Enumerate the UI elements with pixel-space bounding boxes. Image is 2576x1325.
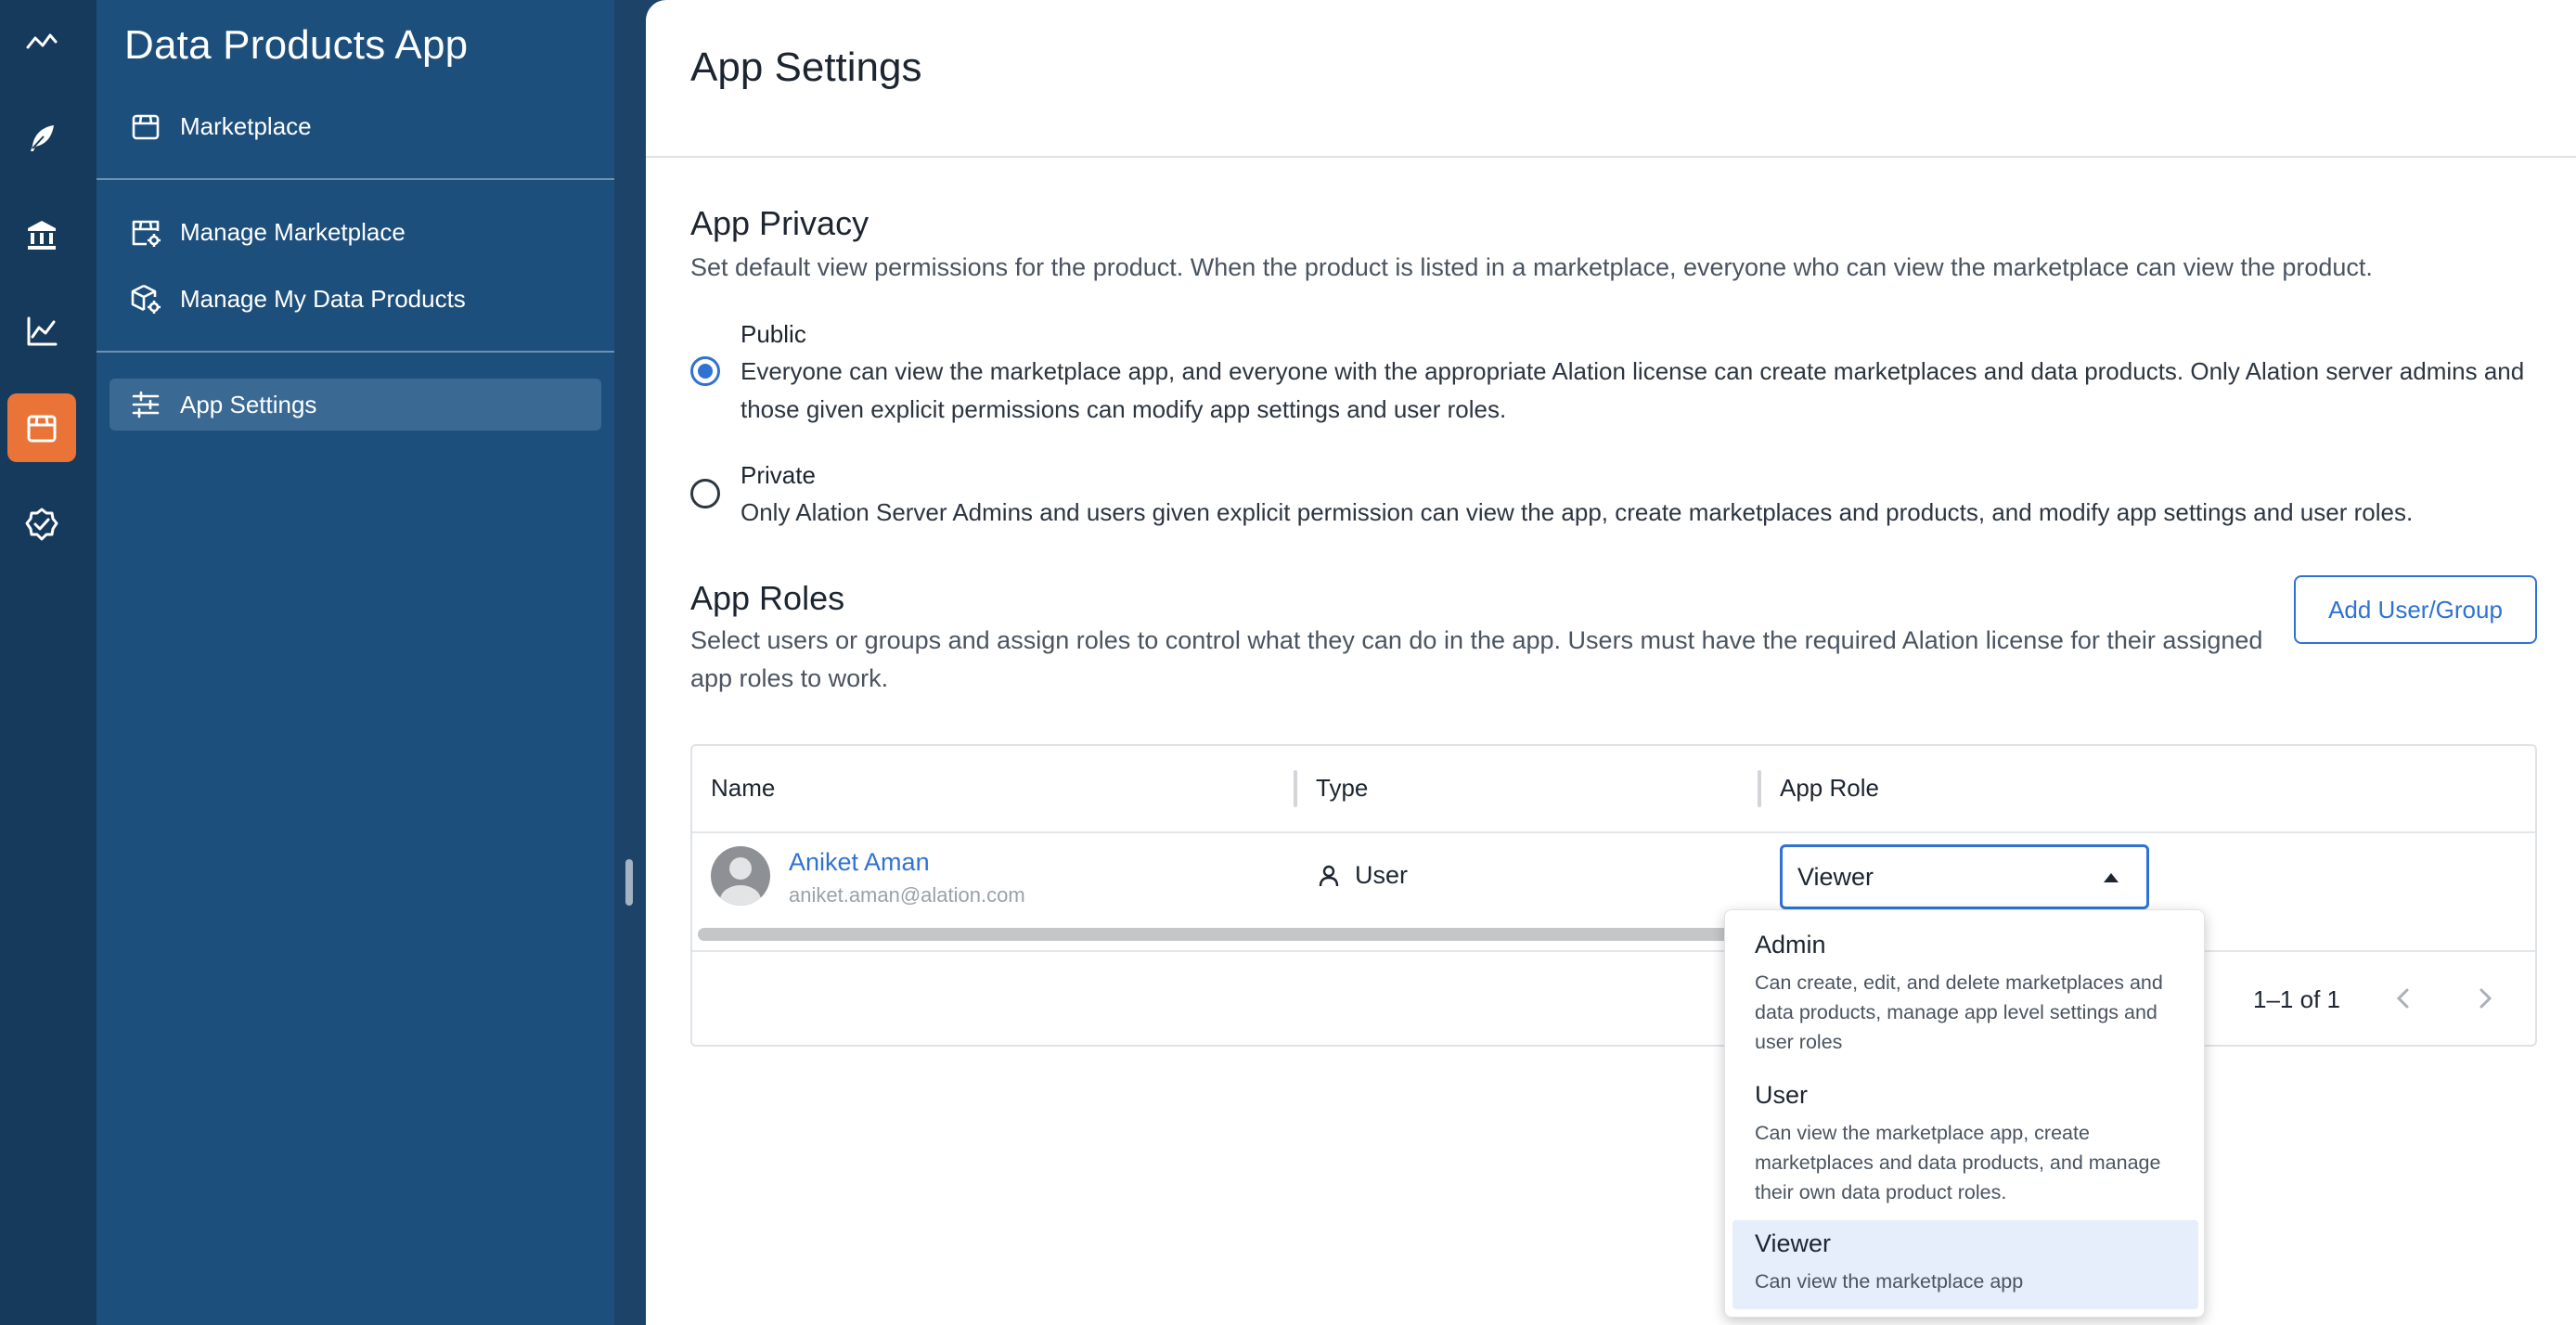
column-resize-handle[interactable] — [1294, 770, 1297, 807]
role-option-viewer[interactable] — [1732, 1220, 2198, 1309]
role-option-admin[interactable] — [1732, 920, 2198, 1068]
app-title: Data Products App — [124, 22, 469, 68]
sidebar-item-label: Manage Marketplace — [180, 217, 406, 246]
roles-table — [690, 744, 2537, 1047]
privacy-section-description: Set default view permissions for the product. When the product is listed in a marketplace, everyone who can view the marketplace can view the product. — [690, 253, 2373, 281]
sidebar-item-label: App Settings — [180, 390, 317, 418]
app-role-dropdown — [1724, 909, 2205, 1318]
page-title: App Settings — [690, 45, 922, 90]
bank-icon[interactable] — [7, 200, 76, 269]
type-cell — [1316, 861, 1408, 890]
caret-up-icon — [2104, 873, 2119, 882]
cube-gear-icon — [130, 283, 161, 315]
header-divider — [646, 156, 2576, 158]
previous-page-button[interactable] — [2385, 980, 2422, 1017]
privacy-section-title: App Privacy — [690, 204, 869, 242]
column-header-name[interactable]: Name — [711, 774, 776, 802]
column-header-type[interactable]: Type — [1316, 774, 1369, 802]
public-option-label[interactable]: Public — [741, 320, 806, 348]
avatar — [711, 846, 770, 906]
storefront-gear-icon — [130, 216, 161, 248]
sidebar-item-manage-my-data-products[interactable] — [109, 273, 601, 325]
next-page-button[interactable] — [2467, 980, 2504, 1017]
chevron-left-icon — [2389, 984, 2417, 1012]
role-option-user[interactable] — [1732, 1070, 2198, 1218]
horizontal-scrollbar[interactable] — [698, 928, 1737, 941]
sidebar-item-app-settings[interactable] — [109, 379, 601, 431]
sidebar-item-manage-marketplace[interactable] — [109, 206, 601, 258]
user-name-link[interactable]: Aniket Aman — [789, 848, 930, 876]
sidebar-divider — [97, 351, 614, 353]
storefront-icon — [130, 110, 161, 142]
user-email: aniket.aman@alation.com — [789, 883, 1025, 907]
column-header-app-role[interactable]: App Role — [1780, 774, 1879, 802]
public-option-description: Everyone can view the marketplace app, and everyone with the appropriate Alation license can create marketplaces and data products. Only Alation server admins and those given explicit permissions can modify app settings and user roles. — [741, 357, 2525, 423]
role-option-description: Can view the marketplace app — [1755, 1270, 2024, 1293]
roles-section-title: App Roles — [690, 579, 845, 617]
role-option-title: Admin — [1755, 931, 1826, 958]
roles-section-description: Select users or groups and assign roles to control what they can do in the app. Users must have the required Alation license for their assigned app roles to work. — [690, 626, 2263, 692]
main-panel — [646, 0, 2576, 1325]
column-resize-handle[interactable] — [1758, 770, 1761, 807]
chevron-right-icon — [2471, 984, 2499, 1012]
private-radio[interactable] — [690, 479, 720, 508]
footer-divider — [692, 950, 2535, 952]
feather-icon[interactable] — [7, 104, 76, 173]
add-user-group-button[interactable]: Add User/Group — [2294, 575, 2537, 644]
header-row-divider — [692, 831, 2535, 833]
storefront-icon[interactable] — [7, 393, 76, 462]
pagination-text: 1–1 of 1 — [2253, 985, 2340, 1013]
public-radio[interactable] — [690, 356, 720, 386]
private-option-description: Only Alation Server Admins and users given explicit permission can view the app, create marketplaces and products, and modify app settings and user roles. — [741, 498, 2414, 526]
role-option-description: Can create, edit, and delete marketplaces and data products, manage app level settings and user roles — [1755, 971, 2163, 1053]
private-option-label[interactable]: Private — [741, 461, 816, 489]
person-icon — [1316, 863, 1342, 889]
sidebar-item-label: Manage My Data Products — [180, 284, 466, 313]
chart-icon[interactable] — [7, 297, 76, 366]
sidebar-divider — [97, 178, 614, 180]
analytics-line-icon[interactable] — [7, 7, 76, 76]
type-label: User — [1355, 861, 1409, 889]
sidebar-item-marketplace[interactable] — [109, 100, 601, 152]
app-role-value: Viewer — [1797, 862, 1874, 891]
role-option-description: Can view the marketplace app, create marketplaces and data products, and manage their own data product roles. — [1755, 1122, 2161, 1203]
sidebar-resize-handle[interactable] — [625, 859, 633, 906]
icon-rail — [0, 0, 97, 1325]
sidebar-item-label: Marketplace — [180, 111, 312, 140]
role-option-title: Viewer — [1755, 1229, 1832, 1257]
role-option-title: User — [1755, 1081, 1809, 1109]
app-role-select[interactable] — [1780, 844, 2149, 909]
verified-badge-icon[interactable] — [7, 490, 76, 559]
sliders-icon — [130, 389, 161, 420]
sidebar — [97, 0, 614, 1325]
